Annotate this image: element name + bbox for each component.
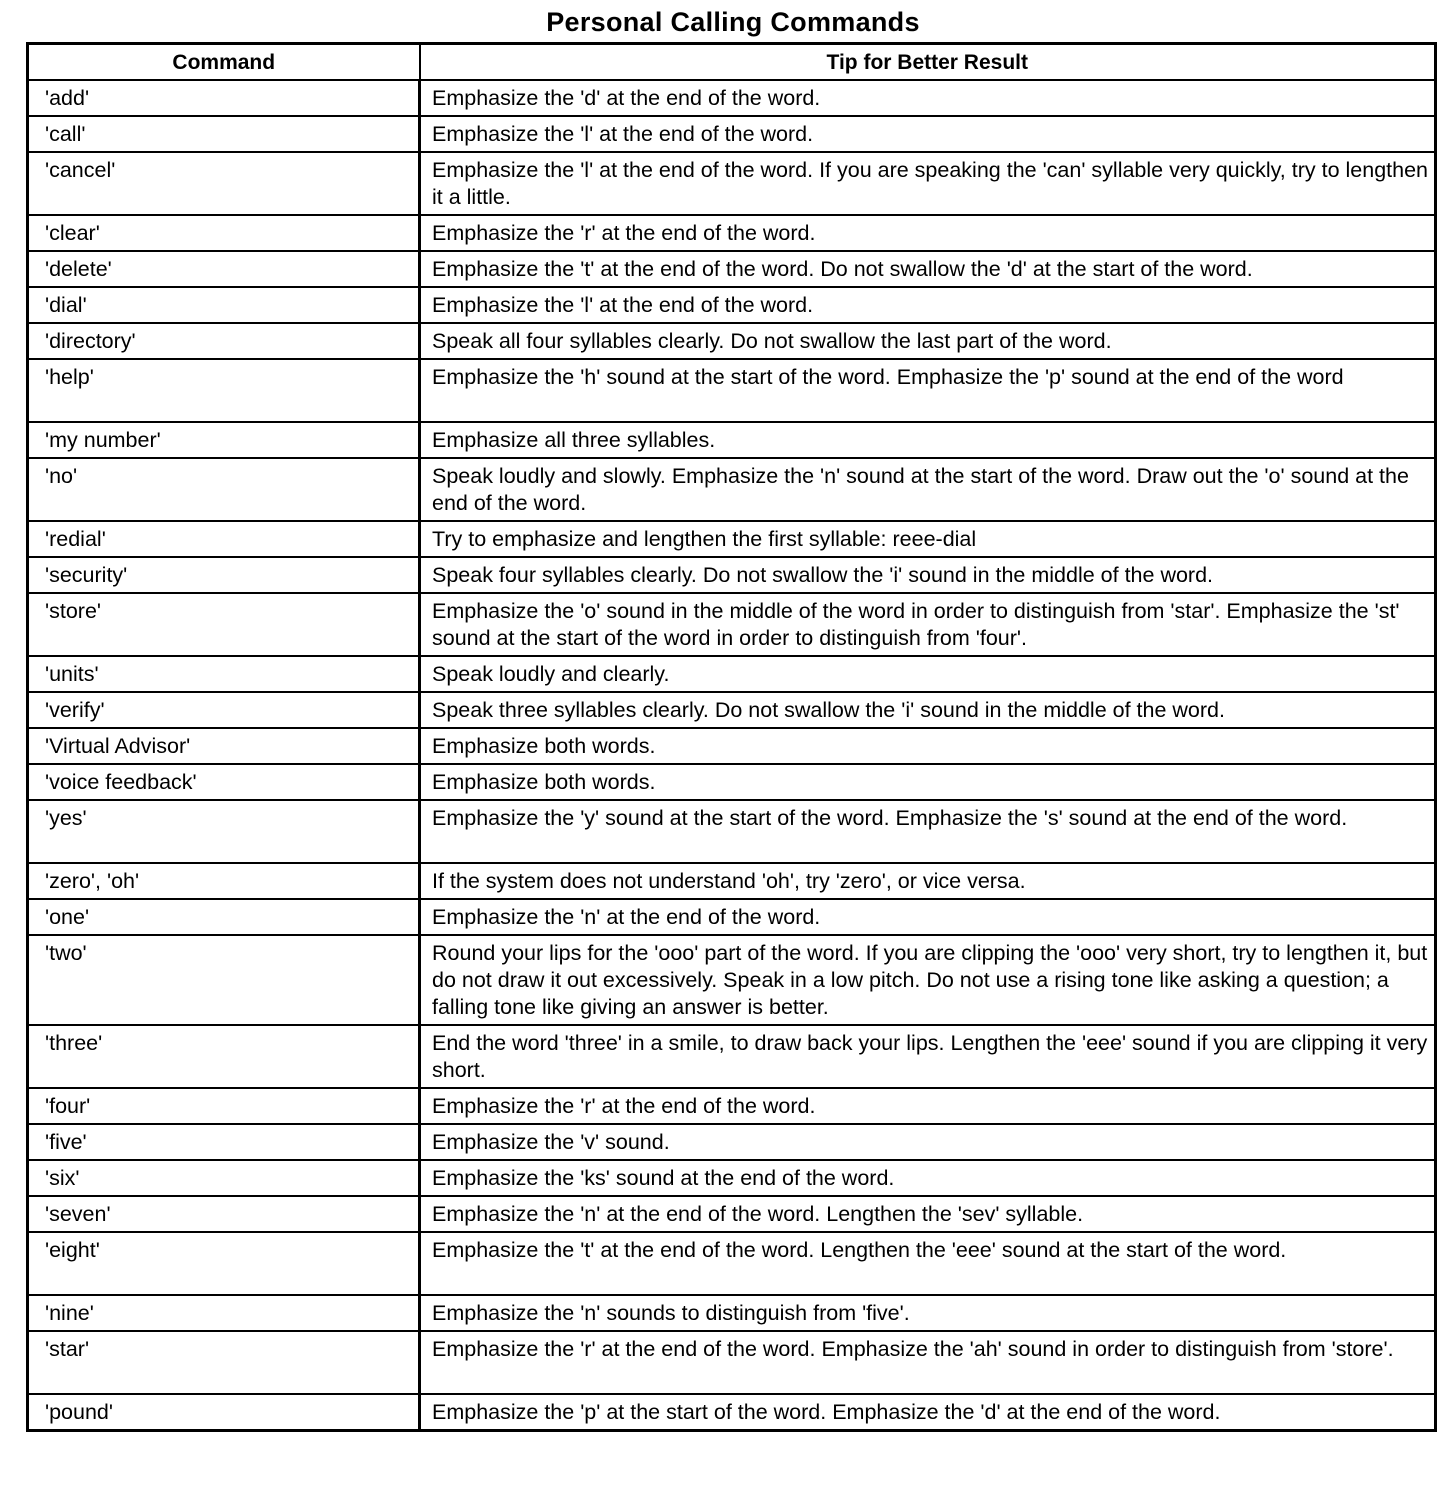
tip-cell: Emphasize the 'l' at the end of the word. bbox=[420, 116, 1436, 152]
command-cell: 'my number' bbox=[28, 422, 420, 458]
tip-cell: Emphasize the 'y' sound at the start of the word. Emphasize the 's' sound at the end of the word. bbox=[420, 800, 1436, 863]
tip-cell: Emphasize the 'n' at the end of the word. bbox=[420, 899, 1436, 935]
table-row bbox=[28, 1124, 1436, 1160]
table-body bbox=[28, 80, 1436, 1431]
tip-cell: Emphasize the 'p' at the start of the word. Emphasize the 'd' at the end of the word. bbox=[420, 1394, 1436, 1431]
tip-cell: Emphasize the 'n' sounds to distinguish from 'five'. bbox=[420, 1295, 1436, 1331]
tip-cell: Emphasize the 'r' at the end of the word. bbox=[420, 215, 1436, 251]
table-row bbox=[28, 728, 1436, 764]
command-cell: 'clear' bbox=[28, 215, 420, 251]
table-row bbox=[28, 800, 1436, 863]
command-cell: 'three' bbox=[28, 1025, 420, 1088]
command-cell: 'seven' bbox=[28, 1196, 420, 1232]
table-row bbox=[28, 359, 1436, 422]
tip-cell: Speak four syllables clearly. Do not swallow the 'i' sound in the middle of the word. bbox=[420, 557, 1436, 593]
table-row bbox=[28, 764, 1436, 800]
tip-cell: Speak loudly and clearly. bbox=[420, 656, 1436, 692]
tip-cell: Emphasize the 'ks' sound at the end of the word. bbox=[420, 1160, 1436, 1196]
command-cell: 'voice feedback' bbox=[28, 764, 420, 800]
table-row bbox=[28, 557, 1436, 593]
tip-cell: Emphasize the 'l' at the end of the word. If you are speaking the 'can' syllable very quickly, try to lengthen it a little. bbox=[420, 152, 1436, 215]
command-cell: 'zero', 'oh' bbox=[28, 863, 420, 899]
table-row bbox=[28, 422, 1436, 458]
table-row bbox=[28, 1196, 1436, 1232]
command-cell: 'four' bbox=[28, 1088, 420, 1124]
table-row bbox=[28, 692, 1436, 728]
command-cell: 'units' bbox=[28, 656, 420, 692]
table-row bbox=[28, 251, 1436, 287]
table-row bbox=[28, 935, 1436, 1025]
tip-cell: Emphasize all three syllables. bbox=[420, 422, 1436, 458]
table-row bbox=[28, 1394, 1436, 1431]
tip-cell: Emphasize the 'r' at the end of the word. Emphasize the 'ah' sound in order to distinguish from 'store'. bbox=[420, 1331, 1436, 1394]
tip-cell: Emphasize the 'r' at the end of the word. bbox=[420, 1088, 1436, 1124]
tip-cell: Speak loudly and slowly. Emphasize the 'n' sound at the start of the word. Draw out the 'o' sound at the end of the word. bbox=[420, 458, 1436, 521]
command-cell: 'nine' bbox=[28, 1295, 420, 1331]
tip-cell: Emphasize the 'h' sound at the start of the word. Emphasize the 'p' sound at the end of the word bbox=[420, 359, 1436, 422]
table-row bbox=[28, 1160, 1436, 1196]
table-row bbox=[28, 287, 1436, 323]
command-cell: 'help' bbox=[28, 359, 420, 422]
table-row bbox=[28, 152, 1436, 215]
command-cell: 'eight' bbox=[28, 1232, 420, 1295]
table-row bbox=[28, 458, 1436, 521]
command-cell: 'five' bbox=[28, 1124, 420, 1160]
column-header-tip: Tip for Better Result bbox=[420, 44, 1436, 81]
table-row bbox=[28, 80, 1436, 116]
command-cell: 'Virtual Advisor' bbox=[28, 728, 420, 764]
tip-cell: Speak three syllables clearly. Do not swallow the 'i' sound in the middle of the word. bbox=[420, 692, 1436, 728]
command-cell: 'star' bbox=[28, 1331, 420, 1394]
page-title: Personal Calling Commands bbox=[546, 7, 920, 37]
command-cell: 'add' bbox=[28, 80, 420, 116]
tip-cell: Round your lips for the 'ooo' part of the word. If you are clipping the 'ooo' very short, try to lengthen it, but do not draw it out excessively. Speak in a low pitch. Do not use a rising tone like asking a question; a falling tone like giving an answer is better. bbox=[420, 935, 1436, 1025]
command-cell: 'one' bbox=[28, 899, 420, 935]
command-cell: 'two' bbox=[28, 935, 420, 1025]
command-cell: 'directory' bbox=[28, 323, 420, 359]
table-row bbox=[28, 899, 1436, 935]
table-row bbox=[28, 116, 1436, 152]
table-row bbox=[28, 656, 1436, 692]
command-cell: 'no' bbox=[28, 458, 420, 521]
table-row bbox=[28, 593, 1436, 656]
column-header-command: Command bbox=[28, 44, 420, 81]
tip-cell: If the system does not understand 'oh', try 'zero', or vice versa. bbox=[420, 863, 1436, 899]
table-row bbox=[28, 863, 1436, 899]
tip-cell: Emphasize the 'n' at the end of the word. Lengthen the 'sev' syllable. bbox=[420, 1196, 1436, 1232]
tip-cell: Emphasize both words. bbox=[420, 728, 1436, 764]
command-cell: 'verify' bbox=[28, 692, 420, 728]
table-row bbox=[28, 1232, 1436, 1295]
tip-cell: Emphasize the 'o' sound in the middle of the word in order to distinguish from 'star'. Emphasize the 'st' sound at the start of the word in order to distinguish from 'four'. bbox=[420, 593, 1436, 656]
table-row bbox=[28, 1331, 1436, 1394]
table-row bbox=[28, 521, 1436, 557]
command-cell: 'cancel' bbox=[28, 152, 420, 215]
tip-cell: Speak all four syllables clearly. Do not swallow the last part of the word. bbox=[420, 323, 1436, 359]
commands-table bbox=[26, 42, 1437, 1432]
tip-cell: Emphasize the 't' at the end of the word. Lengthen the 'eee' sound at the start of the word. bbox=[420, 1232, 1436, 1295]
tip-cell: End the word 'three' in a smile, to draw back your lips. Lengthen the 'eee' sound if you are clipping it very short. bbox=[420, 1025, 1436, 1088]
command-cell: 'six' bbox=[28, 1160, 420, 1196]
command-cell: 'pound' bbox=[28, 1394, 420, 1431]
command-cell: 'delete' bbox=[28, 251, 420, 287]
tip-cell: Emphasize the 't' at the end of the word. Do not swallow the 'd' at the start of the word. bbox=[420, 251, 1436, 287]
command-cell: 'call' bbox=[28, 116, 420, 152]
tip-cell: Emphasize the 'l' at the end of the word. bbox=[420, 287, 1436, 323]
command-cell: 'yes' bbox=[28, 800, 420, 863]
command-cell: 'redial' bbox=[28, 521, 420, 557]
table-row bbox=[28, 1088, 1436, 1124]
command-cell: 'dial' bbox=[28, 287, 420, 323]
command-cell: 'security' bbox=[28, 557, 420, 593]
table-header-row bbox=[28, 44, 1436, 81]
table-row bbox=[28, 1025, 1436, 1088]
table-row bbox=[28, 1295, 1436, 1331]
table-row bbox=[28, 323, 1436, 359]
tip-cell: Try to emphasize and lengthen the first syllable: reee-dial bbox=[420, 521, 1436, 557]
tip-cell: Emphasize the 'v' sound. bbox=[420, 1124, 1436, 1160]
tip-cell: Emphasize the 'd' at the end of the word. bbox=[420, 80, 1436, 116]
command-cell: 'store' bbox=[28, 593, 420, 656]
tip-cell: Emphasize both words. bbox=[420, 764, 1436, 800]
table-row bbox=[28, 215, 1436, 251]
